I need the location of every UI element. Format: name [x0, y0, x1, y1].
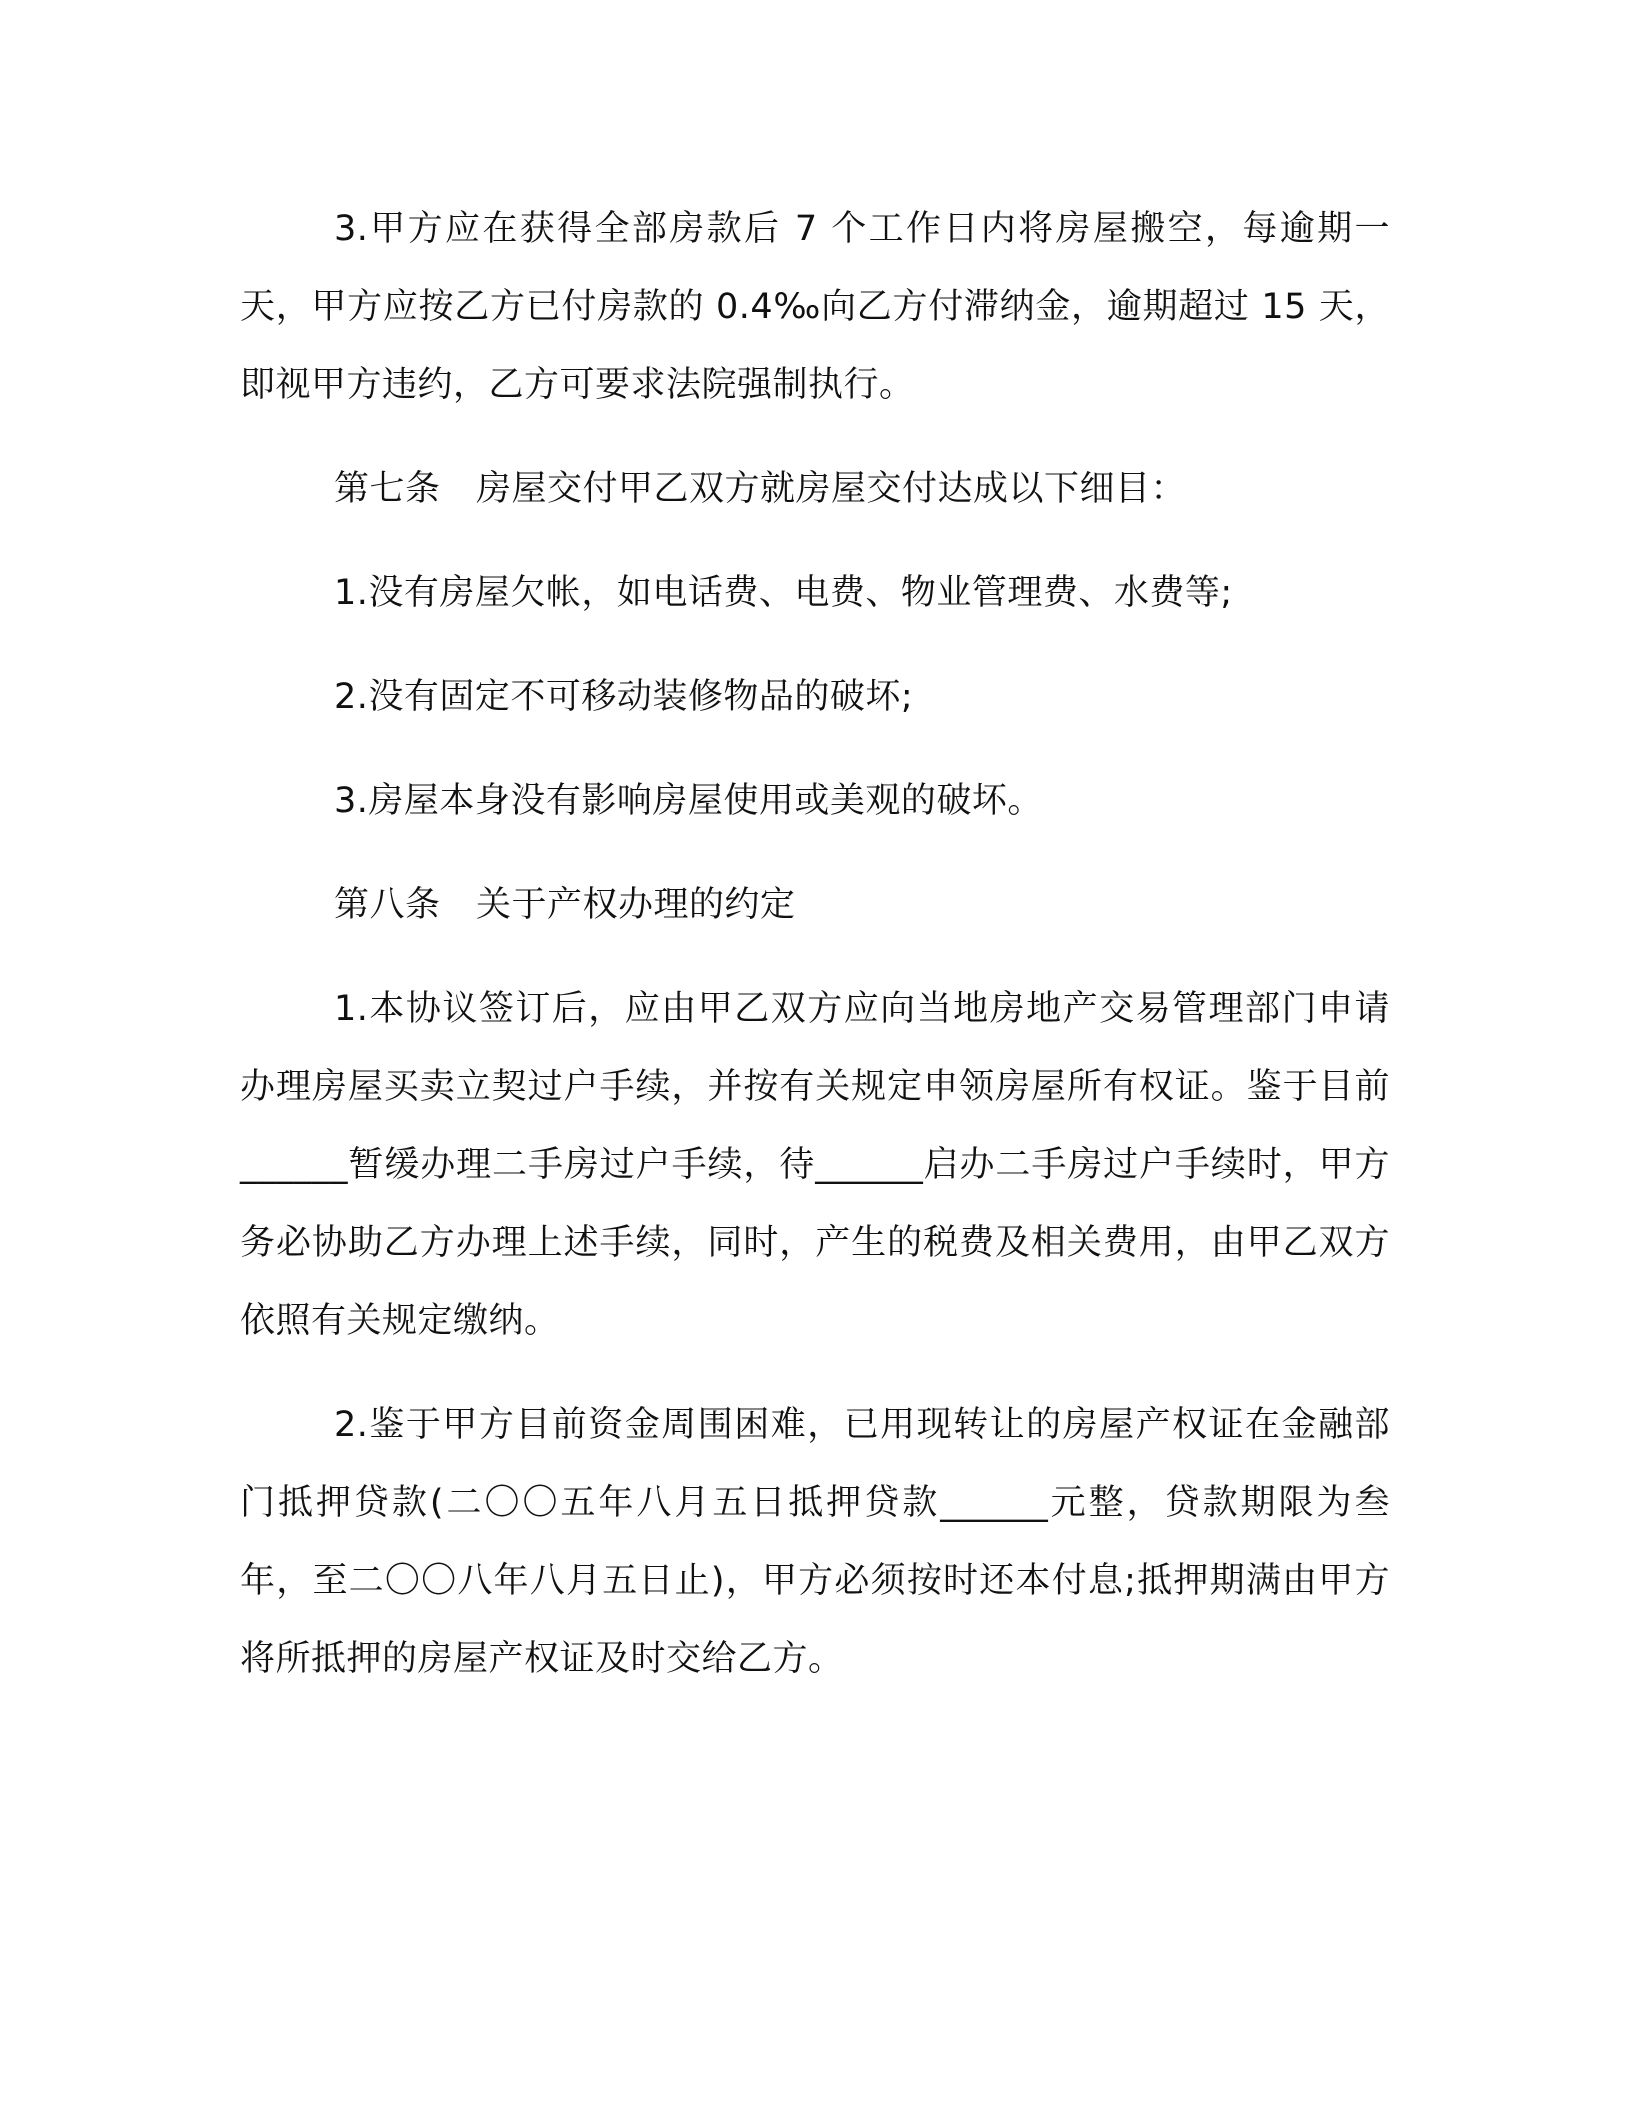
clause-paragraph-vacate-house: 3.甲方应在获得全部房款后 7 个工作日内将房屋搬空，每逾期一天，甲方应按乙方已付房款的 0.4‰向乙方付滞纳金，逾期超过 15 天，即视甲方违约，乙方可要求法院强制执行。 [240, 209, 1390, 405]
delivery-item-2: 2.没有固定不可移动装修物品的破坏; [334, 677, 914, 717]
article-8-heading: 第八条 关于产权办理的约定 [334, 885, 796, 925]
article-7-heading: 第七条 房屋交付甲乙双方就房屋交付达成以下细目： [334, 469, 1187, 509]
delivery-item-3: 3.房屋本身没有影响房屋使用或美观的破坏。 [334, 781, 1043, 821]
property-rights-item-1: 1.本协议签订后，应由甲乙双方应向当地房地产交易管理部门申请办理房屋买卖立契过户手续，并按有关规定申领房屋所有权证。鉴于目前______暂缓办理二手房过户手续，待______启办二手房过户手续时，甲方务必协助乙方办理上述手续，同时，产生的税费及相关费用，由甲乙双方依照有关规定缴纳。 [240, 989, 1390, 1341]
property-rights-item-2: 2.鉴于甲方目前资金周围困难，已用现转让的房屋产权证在金融部门抵押贷款(二〇〇五年八月五日抵押贷款______元整，贷款期限为叁年，至二〇〇八年八月五日止)，甲方必须按时还本付息;抵押期满由甲方将所抵押的房屋产权证及时交给乙方。 [240, 1405, 1390, 1679]
delivery-item-1: 1.没有房屋欠帐，如电话费、电费、物业管理费、水费等; [334, 573, 1233, 613]
document-body [240, 190, 1390, 1724]
